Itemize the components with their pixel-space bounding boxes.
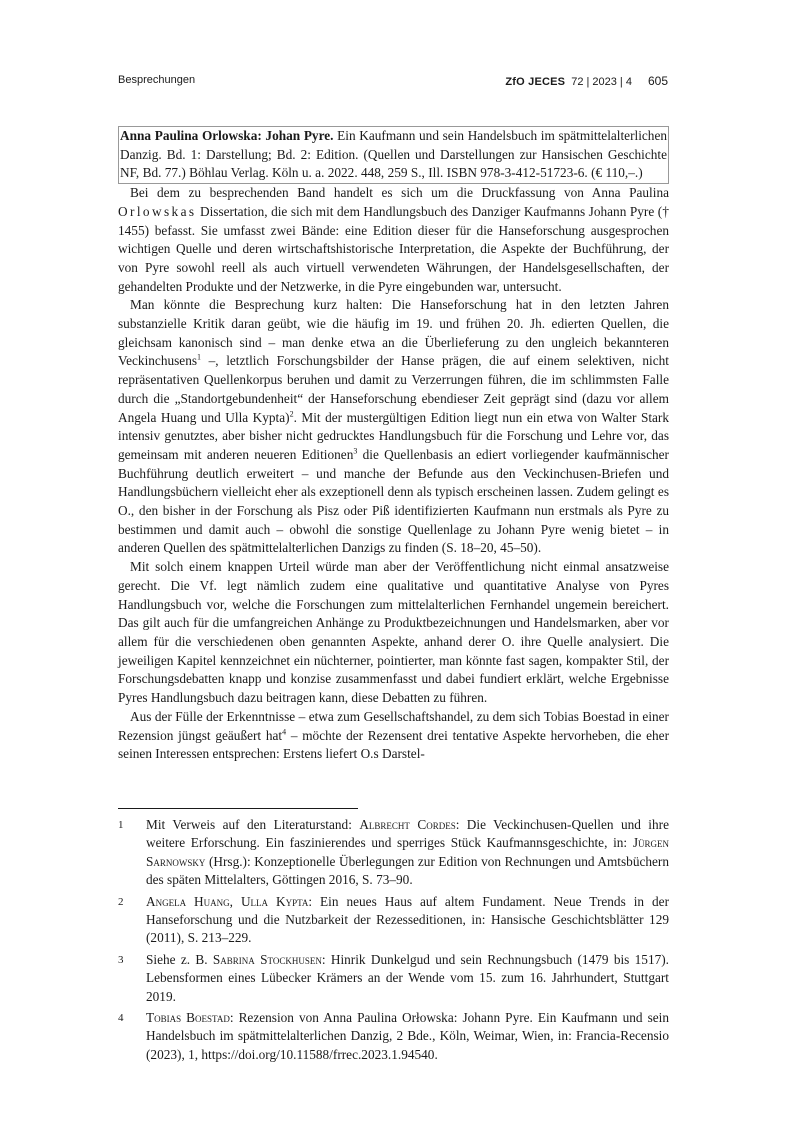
paragraph-4-text-b: – möchte der Rezensent drei tentative Aspekte hervorheben, die eher seinen Interessen entsprechen: Erstens liefert O.s Darstel- [118, 727, 669, 762]
footnotes [118, 816, 669, 1067]
footnote-text: : Ein neues Haus auf altem Fundament. Neue Trends in der Hanseforschung und die Nutzbarkeit der Rezesseditionen, in: Hansische Geschichtsblätter 129 (2011), S. 213–229. [146, 893, 669, 946]
bibliographic-entry [118, 126, 669, 184]
footnote-number: 1 [118, 819, 124, 831]
footnote-text: : Rezension von Anna Paulina Orłowska: Johann Pyre. Ein Kaufmann und sein Handelsbuch im spätmittelalterlichen Danzig, 2 Bde., Köln, Weimar, Wien, in: Francia-Recensio (2023), 1, https://doi.org/10.11588/frrec.2023.1.94540. [146, 1010, 669, 1062]
footnote-text: Mit Verweis auf den Literaturstand: [146, 817, 360, 832]
footnote-text: Siehe z. B. [146, 951, 213, 967]
paragraph-2-text-b: –, letztlich Forschungsbilder der Hanse prägen, die auf einem selektiven, nicht repräsentativen Quellenkorpus beruhen und damit zu Verzerrungen führen, die im schlimmsten Falle durch die „Standortgebundenheit“ der Hanseforschung ebendieser Zeit geprägt sind (dazu vor allem Angela Huang und Ulla Kypta) [118, 353, 669, 425]
footnote-2 [118, 893, 669, 948]
footnote-text: (Hrsg.): Konzeptionelle Überlegungen zur Edition von Rechnungen und Amtsbüchern des späten Mittelalters, Göttingen 2016, S. 73–90. [146, 853, 669, 888]
footnote-3 [118, 951, 669, 1006]
paragraph-1-text-b: Dissertation, die sich mit dem Handlungsbuch des Danziger Kaufmanns Johann Pyre († 1455) befasst. Sie umfasst zwei Bände: eine Edition dieser für die Hanseforschung ausgesprochen wichtigen Quelle und deren wirtschaftshistorische Interpretation, die Aspekte der Buchführung, der von Pyre sowohl reell als auch virtuell verwendeten Währungen, der Handelsgesellschaften, der gehandelten Produkte und der Netzwerke, in die Pyre eingebunden war, untersucht. [118, 203, 669, 294]
journal-info [505, 74, 668, 88]
paragraph-2-text-d: die Quellenbasis an ediert vorliegender kaufmännischer Buchführung deutlich erweitert – und manche der Befunde aus den Veckinchusen-Briefen und Handlungsbüchern vielleicht eher als exzeptionell denn als typisch erscheinen lassen. Zudem gelingt es O., den bisher in der Forschung als Pisz oder Piß identifizierten Kaufmann nun erstmals als Pyre zu bestimmen und damit auch – obwohl die sonstige Quellenlage zu Johann Pyre wenig bietet – in anderen Quellen des spätmittelalterlichen Danzigs zu finden (S. 18–20, 45–50). [118, 446, 669, 556]
footnote-ref-3[interactable]: 3 [353, 446, 358, 456]
footnote-author: Tobias Boestad [146, 1010, 230, 1026]
footnote-editor: Jürgen Sarnowsky [146, 835, 669, 869]
footnote-author: Albrecht Cordes [359, 817, 456, 832]
paragraph-1-text-a: Bei dem zu besprechenden Band handelt es sich um die Druckfassung von Anna Paulina [130, 185, 669, 201]
review-title-author: Anna Paulina Orlowska: Johan Pyre. [120, 128, 334, 143]
page-number: 605 [647, 74, 668, 88]
footnote-4 [118, 1009, 669, 1064]
paragraph-4 [118, 708, 669, 764]
footnote-ref-2[interactable]: 2 [289, 409, 294, 419]
footnote-text: : Die Veckinchusen-Quellen und ihre weitere Erforschung. Ein faszinierendes und sperriges Stück Kaufmannsgeschichte, in: [146, 817, 669, 851]
review-body [118, 126, 669, 764]
journal-volume: 72 | 2023 | 4 [571, 76, 632, 88]
section-label: Besprechungen [118, 74, 196, 86]
footnote-ref-1[interactable]: 1 [197, 353, 202, 363]
author-name-spaced: Orlowskas [118, 203, 197, 219]
footnote-separator [118, 808, 358, 809]
footnote-1 [118, 816, 669, 890]
paragraph-2-text-c: . Mit der mustergültigen Edition liegt nun ein etwa von Walter Stark intensiv genutztes, aber bisher nicht gedrucktes Handlungsbuch für die Forschung und Lehre vor, das gemeinsam mit anderen neueren Editionen [118, 409, 670, 462]
paragraph-1 [118, 184, 669, 296]
footnote-text: : Hinrik Dunkelgud und sein Rechnungsbuch (1479 bis 1517). Lebensformen eines Lübecker Krämers an der Wende vom 15. zum 16. Jahrhundert, Stuttgart 2019. [146, 951, 669, 1004]
footnote-number: 3 [118, 953, 124, 966]
footnote-author: Angela Huang, Ulla Kypta [146, 893, 309, 909]
review-title-details: Ein Kaufmann und sein Handelsbuch im spätmittelalterlichen Danzig. Bd. 1: Darstellung; Bd. 2: Edition. (Quellen und Darstellungen zur Hansischen Geschichte NF, Bd. 77.) Böhlau Verlag. Köln u. a. 2022. 448, 259 S., Ill. ISBN 978-3-412-51723-6. (€ 110,–.) [120, 128, 667, 181]
paragraph-4-text-a: Aus der Fülle der Erkenntnisse – etwa zum Gesellschaftshandel, zu dem sich Tobias Boestad in einer Rezension jüngst geäußert hat [118, 708, 669, 743]
journal-name: ZfO JECES [505, 76, 566, 88]
footnote-number: 4 [118, 1012, 124, 1025]
running-header [118, 74, 668, 94]
footnote-number: 2 [118, 895, 124, 908]
paragraph-2-text-a: Man könnte die Besprechung kurz halten: Die Hanseforschung hat in den letzten Jahren substanzielle Kritik daran geübt, wie die häufig im 19. und frühen 20. Jh. edierten Quellen, die gleichsam kanonisch sind – man denke etwa an die Überlieferung zu den ungleich bekannteren Veckinchusens [118, 297, 669, 369]
paragraph-3: Mit solch einem knappen Urteil würde man aber der Veröffentlichung nicht einmal ansatzweise gerecht. Die Vf. legt nämlich zudem eine qualitative und quantitative Analyse von Pyres Handlungsbuch vor, welche die Forschungen zum mittelalterlichen Fernhandel ungemein bereichert. Das gilt auch für die umfangreichen Anhänge zu Produktbezeichnungen und Handelsmarken, aber vor allem für die verschiedenen oben genannten Aspekte, anhand derer O. ihre Quelle analysiert. Die jeweiligen Kapitel kennzeichnet ein nüchterner, pointierter, man könnte fast sagen, kompakter Stil, der Forschungsdebatten knapp und konzise zusammenfasst und dabei fundiert erklärt, welche Ergebnisse Pyres Handlungsbuch dazu beitragen kann, diese Debatten zu führen. [118, 559, 669, 706]
footnote-ref-4[interactable]: 4 [282, 727, 287, 737]
paragraph-2 [118, 296, 669, 558]
footnote-author: Sabrina Stockhusen [212, 951, 322, 967]
